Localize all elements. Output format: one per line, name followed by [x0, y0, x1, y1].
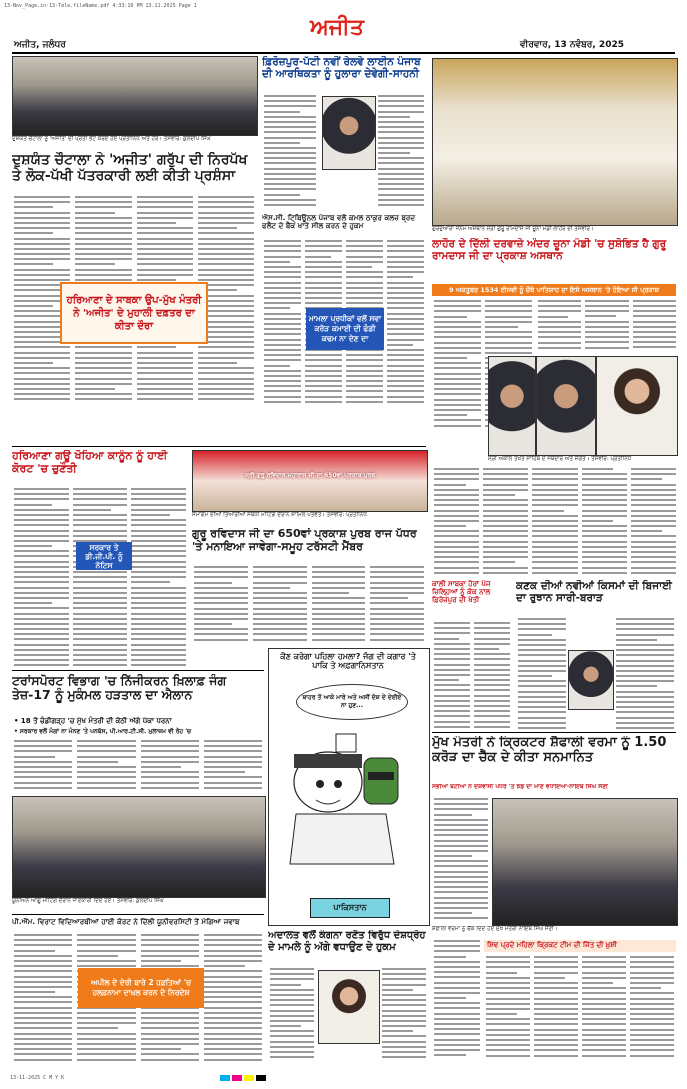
- article4-body-lower: [434, 468, 676, 576]
- divider-left-2: [12, 914, 264, 915]
- article7-bullet-2: • ਸਰਕਾਰ ਵਲੋਂ ਮੰਗਾਂ ਨਾ ਮੰਨਣ 'ਤੇ ਪਨਬੱਸ, ਪੀ.ਆਰ.ਟੀ.ਸੀ. ਮੁਲਾਜ਼ਮ ਵੀ ਰੋਹ 'ਚ: [14, 728, 192, 735]
- article7-headline: ਟਰਾਂਸਪੋਰਟ ਵਿਭਾਗ 'ਚ ਨਿੱਜੀਕਰਨ ਖ਼ਿਲਾਫ਼ ਜੰਗ ਤੇਜ਼-17 ਨੂੰ ਮੁਕੰਮਲ ਹੜਤਾਲ ਦਾ ਐਲਾਨ: [12, 674, 227, 703]
- cartoon-speech-bubble: ਬਾਹਰ ਤੋਂ ਆਕੇ ਮਾਰੇ ਅਤੇ ਅਸੀਂ ਦੋਸ਼ ਦੇ ਦੇਈਏ ਨਾ ਹੁਣ...: [296, 684, 408, 720]
- article4-portrait-1: [488, 356, 536, 456]
- article4-caption-2: ਸ੍ਰੀ ਅਕਾਲ ਤਖ਼ਤ ਸਾਹਿਬ ਦੇ ਜਥੇਦਾਰ ਅਤੇ ਸੰਗਤ। ਤਸਵੀਰ: ਪ੍ਰਤੀਨਿਧ: [488, 456, 632, 462]
- print-footer: [0, 1069, 687, 1089]
- article6-body: [194, 566, 424, 644]
- divider-left: [12, 670, 264, 671]
- article9-headline: ਕਣਕ ਦੀਆਂ ਨਵੀਆਂ ਕਿਸਮਾਂ ਦੀ ਬਿਜਾਈ ਦਾ ਰੁਝਾਨ ਸਾਰੀ-ਬਰਾੜ: [516, 580, 672, 605]
- article5-body: [14, 488, 186, 668]
- article11-caption: ਸ਼ੈਫਾਲੀ ਵਰਮਾ ਨੂੰ ਚੈੱਕ ਦਿੰਦੇ ਹੋਏ ਮੁੱਖ ਮੰਤਰੀ ਨਾਇਬ ਸਿੰਘ ਸੈਣੀ।: [432, 926, 558, 932]
- article7-caption: ਯੂਨੀਅਨ ਆਗੂ ਮੀਟਿੰਗ ਦੌਰਾਨ ਜਾਣਕਾਰੀ ਦਿੰਦੇ ਹੋਏ। ਤਸਵੀਰ: ਕੁਲਦੀਪ ਸਿੰਘ: [12, 898, 164, 904]
- article12-headline: ਅਦਾਲਤ ਵਲੋਂ ਕੰਗਨਾ ਰਣੌਤ ਵਿਰੁੱਧ ਦੇਸ਼ਧ੍ਰੋਹ ਦੇ ਮਾਮਲੇ ਨੂੰ ਅੱਗੇ ਵਧਾਉਣ ਦੇ ਹੁਕਮ: [268, 930, 426, 953]
- article2-headline: ਫ਼ਿਰੋਜ਼ਪੁਰ-ਪੱਟੀ ਨਵੀਂ ਰੇਲਵੇ ਲਾਈਨ ਪੰਜਾਬ ਦੀ ਆਰਥਿਕਤਾ ਨੂੰ ਹੁਲਾਰਾ ਦੇਵੇਗੀ-ਸਾਹਨੀ: [262, 56, 421, 81]
- article7-body: [14, 740, 262, 790]
- article4-headline: ਲਾਹੌਰ ਦੇ ਦਿੱਲੀ ਦਰਵਾਜ਼ੇ ਅੰਦਰ ਚੂਨਾ ਮੰਡੀ 'ਚ ਸੁਸ਼ੋਭਿਤ ਹੈ ਗੁਰੂ ਰਾਮਦਾਸ ਜੀ ਦਾ ਪ੍ਰਕਾਸ਼ ਅਸਥਾਨ: [432, 238, 667, 263]
- article6-caption: ਸਮਾਗਮ ਦੀਆਂ ਤਿਆਰੀਆਂ ਸਬੰਧੀ ਮੀਟਿੰਗ ਦੌਰਾਨ ਸ਼ਾਮਿਲ ਪਤਵੰਤੇ। ਤਸਵੀਰ: ਪ੍ਰਤੀਨਿਧ: [192, 512, 367, 518]
- divider-right: [432, 732, 676, 733]
- article4-temple-photo: [432, 58, 678, 226]
- issue-date: ਵੀਰਵਾਰ, 13 ਨਵੰਬਰ, 2025: [520, 40, 624, 50]
- article1-caption: ਦੁਸ਼ਯੰਤ ਚੌਟਾਲਾ ਨੂੰ 'ਅਜੀਤ' ਦੀ ਪ੍ਰਤੀ ਭੇਟ ਕਰਦੇ ਹੋਏ ਪ੍ਰਤੀਨਿਧ ਅਤੇ ਹੋਰ। ਤਸਵੀਰ: ਕੁਲਦੀਪ ਸਿੰਘ: [12, 136, 211, 142]
- article13-body: [486, 956, 674, 1062]
- cartoon-caption: ਕੌਣ ਕਰੇਗਾ ਪਹਿਲਾ ਹਮਲਾ? ਜੰਗ ਦੀ ਕਗਾਰ 'ਤੇ ਪਾਕਿ ਤੇ ਅਫ਼ਗਾਨਿਸਤਾਨ: [280, 652, 416, 671]
- article12-body-right: [382, 968, 426, 1062]
- article10-body: [434, 622, 510, 730]
- article5-headline: ਹਰਿਆਣਾ ਗਊ ਖੋਹਿਆ ਕਾਨੂੰਨ ਨੂੰ ਹਾਈ ਕੋਰਟ 'ਚ ਚੁਣੌਤੀ: [12, 450, 168, 475]
- article9-body-right: [616, 618, 674, 730]
- article10-headline: ਕਾਲੀ ਸਾਬਕਾ ਹੋਰਾਂ ਪੰਜ ਜ਼ਿਲ੍ਹਿਆਂ ਨੂੰ ਕੋਕ ਨਾਲ ਫ਼ਿਰੋਜ਼ਪੁਰ ਦੀ ਖੇਤੀ: [432, 580, 491, 605]
- article9-body: [518, 618, 566, 730]
- article8-headline: ਪੀ.ਐੱਮ. ਵਿਰਾਟ ਵਿਦਿਆਰਥੀਆਂ ਹਾਈ ਕੋਰਟ ਨੇ ਦਿੱਲੀ ਯੂਨੀਵਰਸਿਟੀ ਤੋਂ ਮੰਗਿਆ ਜਵਾਬ: [12, 918, 240, 926]
- article8-highlight-box: ਅਪੀਲ ਦੇ ਦੇਰੀ ਬਾਰੇ 2 ਹਫ਼ਤਿਆਂ 'ਚ ਹਲਫ਼ਨਾਮਾ ਦਾਖ਼ਲ ਕਰਨ ਦੇ ਨਿਰਦੇਸ਼: [78, 968, 204, 1008]
- cartoon-drawing: [276, 724, 420, 894]
- article13-body-left: [434, 940, 480, 1062]
- article4-portrait-3: [596, 356, 678, 456]
- article2-body-col2: [378, 95, 424, 213]
- article4-portrait-2: [536, 356, 596, 456]
- article2-portrait: [322, 96, 376, 170]
- article1-headline: ਦੁਸ਼ਯੰਤ ਚੌਟਾਲਾ ਨੇ 'ਅਜੀਤ' ਗਰੁੱਪ ਦੀ ਨਿਰਪੱਖ ਤੇ ਲੋਕ-ਪੱਖੀ ਪੱਤਰਕਾਰੀ ਲਈ ਕੀਤੀ ਪ੍ਰਸ਼ੰਸਾ: [12, 152, 248, 185]
- article9-portrait: [568, 650, 614, 710]
- article11-photo: [492, 798, 678, 926]
- article12-body: [270, 968, 314, 1062]
- article2-body: [264, 95, 316, 213]
- article6-banner-photo: [192, 450, 428, 512]
- footer-text: 13-11-2025 C M Y K: [10, 1075, 65, 1081]
- article5-highlight-box: ਸਰਕਾਰ ਤੇ ਡੀ.ਜੀ.ਪੀ. ਨੂੰ ਨੋਟਿਸ: [76, 542, 132, 570]
- article1-highlight-box: ਹਰਿਆਣਾ ਦੇ ਸਾਬਕਾ ਉਪ-ਮੁੱਖ ਮੰਤਰੀ ਨੇ 'ਅਜੀਤ' ਦੇ ਮੁਹਾਲੀ ਦਫ਼ਤਰ ਦਾ ਕੀਤਾ ਦੌਰਾ: [60, 282, 208, 344]
- article11-body: [434, 798, 488, 924]
- article11-headline: ਮੁੱਖ ਮੰਤਰੀ ਨੇ ਕ੍ਰਿਕਟਰ ਸ਼ੈਫਾਲੀ ਵਰਮਾ ਨੂੰ 1.50 ਕਰੋੜ ਦਾ ਚੈੱਕ ਦੇ ਕੀਤਾ ਸਨਮਾਨਿਤ: [432, 736, 667, 765]
- article6-banner-text: ਸ੍ਰੀ ਗੁਰੂ ਰਵਿਦਾਸ ਮਹਾਰਾਜ ਜੀ ਦਾ 650ਵਾਂ ਪ੍ਰਕਾਸ਼ ਪੁਰਬ: [244, 472, 376, 479]
- article4-caption: ਗੁਰਦੁਆਰਾ ਜਨਮ ਅਸਥਾਨ ਸ੍ਰੀ ਗੁਰੂ ਰਾਮਦਾਸ ਜੀ ਚੂਨਾ ਮੰਡੀ ਲਾਹੌਰ ਦੀ ਤਸਵੀਰ।: [432, 226, 594, 232]
- print-slug: 13-Nov_Page.in-13-Tele.fileName.pdf 4:33:10 PM 13.11.2025 Page 1: [4, 3, 197, 9]
- cartoon-sign: ਪਾਕਿਸਤਾਨ: [310, 898, 390, 918]
- article11-subheadline: ਸਭੀਆਂ ਬੇਟੀਆਂ ਨੇ ਦੇਸ਼ਵਾਸੀ ਪੱਧਰ 'ਤੇ ਝੰਡੇ ਦਾ ਮਾਣ ਵਧਾਇਆ-ਨਾਇਬ ਸਿੰਘ ਸੈਣੀ: [432, 784, 608, 790]
- article12-portrait: [318, 970, 380, 1044]
- article7-bullet-1: • 18 ਤੋਂ ਚੰਡੀਗੜ੍ਹ 'ਚ ਮੁੱਖ ਮੰਤਰੀ ਦੀ ਕੋਠੀ ਅੱਗੇ ਪੱਕਾ ਧਰਨਾ: [14, 717, 172, 725]
- divider-mid: [12, 446, 426, 447]
- article13-headline: ਸ਼ਿਵ ਪ੍ਰਦੇ ਮਹਿਲਾ ਕ੍ਰਿਕਟ ਟੀਮ ਦੀ ਜਿੱਤ ਦੀ ਖ਼ੁਸ਼ੀ: [484, 940, 676, 952]
- article6-headline: ਗੁਰੂ ਰਵਿਦਾਸ ਜੀ ਦਾ 650ਵਾਂ ਪ੍ਰਕਾਸ਼ ਪੁਰਬ ਰਾਜ ਪੱਧਰ 'ਤੇ ਮਨਾਇਆ ਜਾਵੇਗਾ-ਸਮੂਹ ਟਰੱਸਟੀ ਮੈਂਬਰ: [192, 528, 417, 553]
- article4-subheadline: 9 ਅਕਤੂਬਰ 1534 ਈਸਵੀ ਨੂੰ ਚੌਥੇ ਪਾਤਿਸ਼ਾਹ ਦਾ ਇਸੇ ਅਸਥਾਨ 'ਤੇ ਹੋਇਆ ਸੀ ਪ੍ਰਕਾਸ਼: [432, 284, 676, 296]
- newspaper-logo: ਅਜੀਤ: [310, 14, 364, 40]
- registration-colorbar: [220, 1075, 268, 1083]
- article3-highlight-box: ਮਾਮਲਾ ਪ੍ਰਧੀਕਾਂ ਵਲੋਂ ਸਵਾ ਕਰੋੜ ਕਮਾਈ ਦੀ ਫੰਡੀ ਕਢਮ ਨਾ ਦੇਣ ਦਾ: [306, 308, 384, 350]
- article3-headline: ਐਸ.ਸੀ. ਟਿ੍ਬਿਊਨਲ ਪੰਜਾਬ ਵਲੋਂ ਕਮਲ ਠਾਕੁਰ ਕਲਜ਼ ਬ੍ਰਦ ਫਲੈਟ ਦੇ ਬੈਂਕ ਖਾਤੇ ਸੀਲ ਕਰਨ ਦੇ ਹੁਕਮ: [262, 214, 416, 231]
- article1-photo: [12, 56, 258, 136]
- edition-label: ਅਜੀਤ, ਜਲੰਧਰ: [14, 40, 66, 50]
- article4-body-right: [538, 300, 676, 352]
- article7-photo: [12, 796, 266, 898]
